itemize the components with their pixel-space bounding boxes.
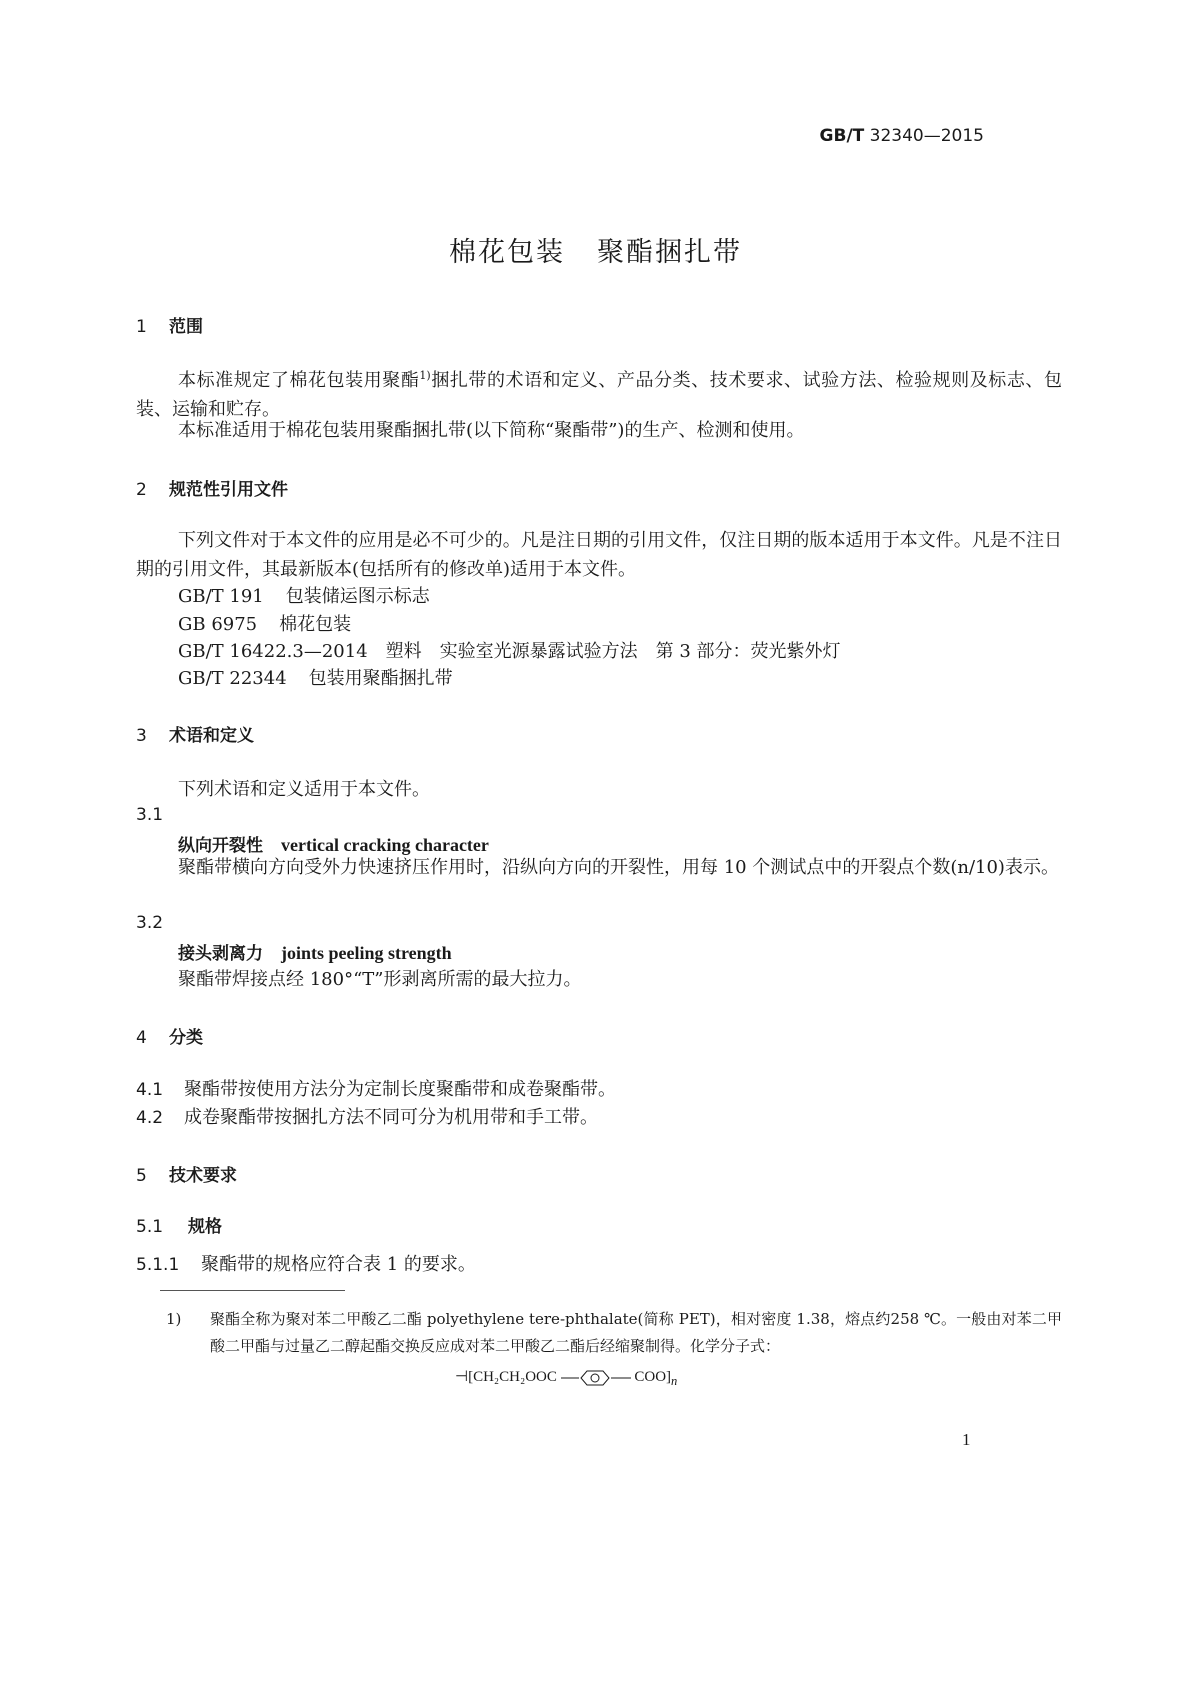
subsection-5-1-heading <box>136 1212 222 1237</box>
section-1-paragraph-1 <box>136 361 1062 424</box>
formula-open-bracket: ⊣[ <box>455 1369 474 1385</box>
term-chinese: 纵向开裂性 <box>178 836 263 856</box>
section-number: 4 <box>136 1028 147 1048</box>
standard-code <box>820 126 984 146</box>
clause-number: 4.2 <box>136 1108 164 1128</box>
reference-item <box>178 664 453 690</box>
reference-item <box>178 610 351 636</box>
subsection-number: 5.1 <box>136 1217 164 1237</box>
term-english: joints peeling strength <box>281 943 452 963</box>
section-title: 术语和定义 <box>169 726 254 746</box>
section-1-paragraph-2: 本标准适用于棉花包装用聚酯捆扎带(以下简称“聚酯带”)的生产、检测和使用。 <box>178 420 805 441</box>
footnote-number: 1) <box>166 1310 182 1328</box>
section-number: 5 <box>136 1166 147 1186</box>
term-definition: 聚酯带焊接点经 180°“T”形剥离所需的最大拉力。 <box>178 969 582 990</box>
section-2-heading <box>136 475 288 500</box>
benzene-ring-icon <box>561 1368 631 1388</box>
reference-code: GB/T 16422.3—2014 <box>178 641 368 662</box>
reference-title: 塑料 实验室光源暴露试验方法 第 3 部分：荧光紫外灯 <box>385 641 841 662</box>
reference-item <box>178 582 430 608</box>
footnote-text: 聚酯全称为聚对苯二甲酸乙二酯 polyethylene tere-phthalate(简称 PET)，相对密度 1.38，熔点约258 ℃。一般由对苯二甲酸二甲酯与过量乙二醇起酯交换反应成对苯二甲酸乙二酯后经缩聚制得。化学分子式： <box>210 1310 1062 1355</box>
reference-code: GB/T 191 <box>178 586 264 607</box>
term-heading <box>178 939 452 964</box>
reference-title: 包装用聚酯捆扎带 <box>308 668 453 689</box>
clause <box>136 1250 476 1276</box>
formula-close-bracket: ] <box>666 1369 672 1385</box>
reference-title: 棉花包装 <box>279 614 352 635</box>
section-5-heading <box>136 1161 237 1186</box>
reference-code: GB 6975 <box>178 614 258 635</box>
document-title <box>0 230 1191 269</box>
standard-number: 32340—2015 <box>869 126 984 146</box>
clause <box>136 1103 598 1129</box>
footnote-rule <box>160 1290 345 1291</box>
section-number: 2 <box>136 480 147 500</box>
paragraph-text: 捆扎带的术语和定义、产品分类、技术要求、试验方法、检验规则及标志、包装、运输和贮存。 <box>136 370 1063 420</box>
term-english: vertical cracking character <box>281 835 489 855</box>
section-title: 范围 <box>169 317 203 337</box>
section-4-heading <box>136 1023 203 1048</box>
term-definition: 聚酯带横向方向受外力快速挤压作用时，沿纵向方向的开裂性，用每 10 个测试点中的开裂点个数(n/10)表示。 <box>178 857 1059 878</box>
section-3-intro: 下列术语和定义适用于本文件。 <box>178 779 430 800</box>
formula-left-group: CH₂CH₂OOC <box>473 1369 557 1385</box>
term-chinese: 接头剥离力 <box>178 944 263 964</box>
reference-item <box>178 637 841 663</box>
clause-text: 聚酯带的规格应符合表 1 的要求。 <box>201 1254 476 1275</box>
reference-title: 包装储运图示标志 <box>285 586 430 607</box>
section-title: 技术要求 <box>169 1166 237 1186</box>
formula-subscript: n <box>671 1374 678 1388</box>
term-number: 3.2 <box>136 913 164 933</box>
page-number: 1 <box>962 1430 971 1449</box>
title-part-1: 棉花包装 <box>449 237 565 268</box>
chemical-formula <box>455 1367 677 1389</box>
footnote-marker: 1) <box>419 369 431 382</box>
section-3-heading <box>136 721 254 746</box>
clause-number: 4.1 <box>136 1080 164 1100</box>
clause-text: 成卷聚酯带按捆扎方法不同可分为机用带和手工带。 <box>184 1107 598 1128</box>
section-title: 分类 <box>169 1028 203 1048</box>
clause-number: 5.1.1 <box>136 1255 180 1275</box>
clause <box>136 1075 616 1101</box>
subsection-title: 规格 <box>188 1217 222 1237</box>
reference-code: GB/T 22344 <box>178 668 287 689</box>
section-2-intro: 下列文件对于本文件的应用是必不可少的。凡是注日期的引用文件，仅注日期的版本适用于本文件。凡是不注日期的引用文件，其最新版本(包括所有的修改单)适用于本文件。 <box>136 530 1062 580</box>
term-number: 3.1 <box>136 805 164 825</box>
section-title: 规范性引用文件 <box>169 480 288 500</box>
section-number: 1 <box>136 317 147 337</box>
formula-right-group: COO <box>634 1369 667 1385</box>
paragraph-text: 本标准规定了棉花包装用聚酯 <box>178 370 420 391</box>
footnote <box>166 1306 1062 1360</box>
section-1-heading <box>136 312 203 337</box>
title-part-2: 聚酯捆扎带 <box>597 237 742 268</box>
standard-prefix: GB/T <box>819 126 865 146</box>
clause-text: 聚酯带按使用方法分为定制长度聚酯带和成卷聚酯带。 <box>184 1079 616 1100</box>
section-number: 3 <box>136 726 147 746</box>
